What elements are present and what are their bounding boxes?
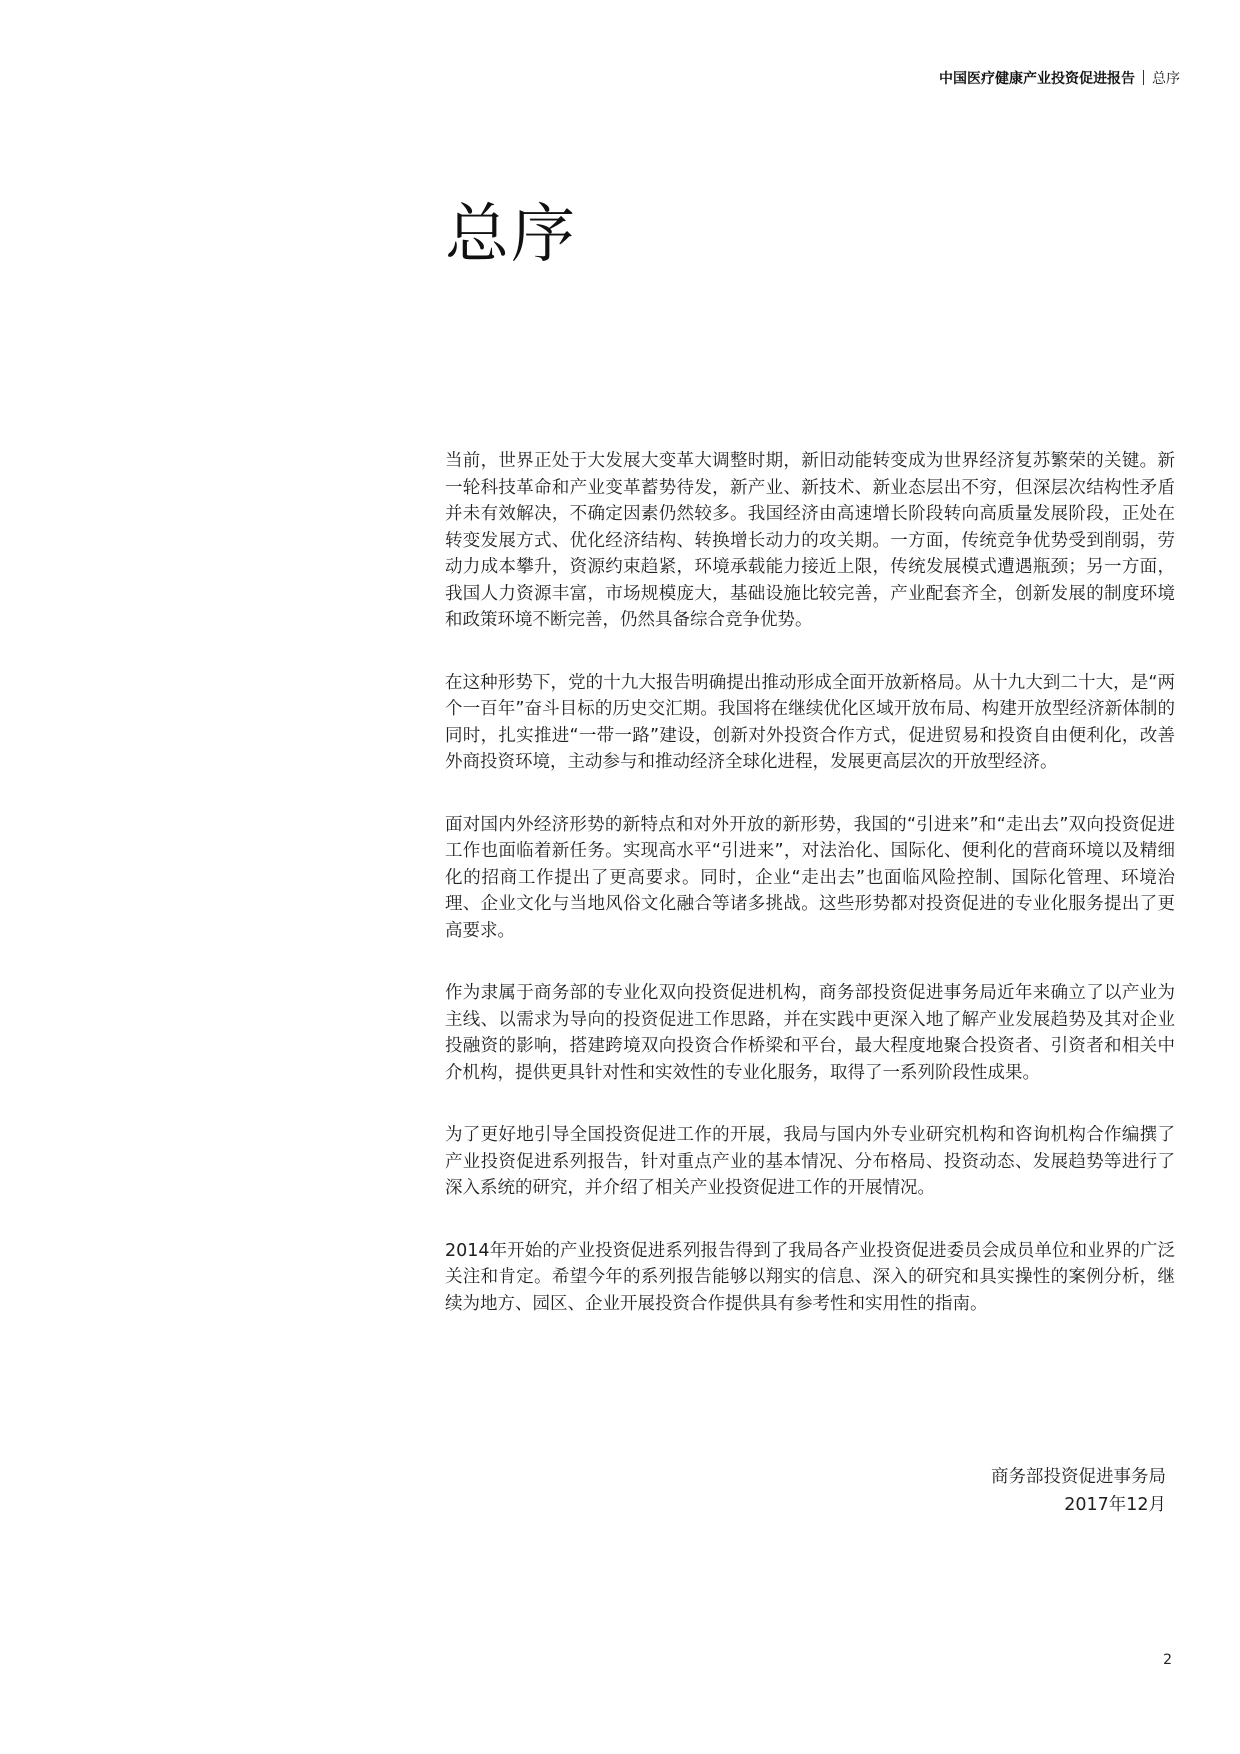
signature-block	[991, 1463, 1166, 1519]
paragraph-6: 2014年开始的产业投资促进系列报告得到了我局各产业投资促进委员会成员单位和业界的广泛关注和肯定。希望今年的系列报告能够以翔实的信息、深入的研究和具实操性的案例分析，继续为地方、园区、企业开展投资合作提供具有参考性和实用性的指南。	[445, 1240, 1175, 1314]
header-report-title: 中国医疗健康产业投资促进报告	[939, 71, 1135, 87]
paragraph-5: 为了更好地引导全国投资促进工作的开展，我局与国内外专业研究机构和咨询机构合作编撰了产业投资促进系列报告，针对重点产业的基本情况、分布格局、投资动态、发展趋势等进行了深入系统的研究，并介绍了相关产业投资促进工作的开展情况。	[445, 1125, 1175, 1198]
signature-organization: 商务部投资促进事务局	[991, 1467, 1166, 1487]
header-divider	[1143, 70, 1144, 85]
body-text	[445, 448, 1175, 1353]
paragraph-2: 在这种形势下，党的十九大报告明确提出推动形成全面开放新格局。从十九大到二十大，是“两个一百年”奋斗目标的历史交汇期。我国将在继续优化区域开放布局、构建开放型经济新体制的同时，扎实推进“一带一路”建设，创新对外投资合作方式，促进贸易和投资自由便利化，改善外商投资环境，主动参与和推动经济全球化进程，发展更高层次的开放型经济。	[445, 672, 1175, 772]
signature-date: 2017年12月	[1064, 1495, 1166, 1515]
paragraph-1: 当前，世界正处于大发展大变革大调整时期，新旧动能转变成为世界经济复苏繁荣的关键。新一轮科技革命和产业变革蓄势待发，新产业、新技术、新业态层出不穷，但深层次结构性矛盾并未有效解决，不确定因素仍然较多。我国经济由高速增长阶段转向高质量发展阶段，正处在转变发展方式、优化经济结构、转换增长动力的攻关期。一方面，传统竞争优势受到削弱，劳动力成本攀升，资源约束趋紧，环境承载能力接近上限，传统发展模式遭遇瓶颈；另一方面，我国人力资源丰富，市场规模庞大，基础设施比较完善，产业配套齐全，创新发展的制度环境和政策环境不断完善，仍然具备综合竞争优势。	[445, 451, 1175, 630]
running-header	[939, 67, 1180, 91]
paragraph-4: 作为隶属于商务部的专业化双向投资促进机构，商务部投资促进事务局近年来确立了以产业为主线、以需求为导向的投资促进工作思路，并在实践中更深入地了解产业发展趋势及其对企业投融资的影响，搭建跨境双向投资合作桥梁和平台，最大程度地聚合投资者、引资者和相关中介机构，提供更具针对性和实效性的专业化服务，取得了一系列阶段性成果。	[445, 983, 1175, 1083]
page-title: 总序	[445, 198, 577, 272]
header-section-label: 总序	[1152, 71, 1180, 87]
page-number: 2	[1163, 1652, 1172, 1668]
paragraph-3: 面对国内外经济形势的新特点和对外开放的新形势，我国的“引进来”和“走出去”双向投资促进工作也面临着新任务。实现高水平“引进来”，对法治化、国际化、便利化的营商环境以及精细化的招商工作提出了更高要求。同时，企业“走出去”也面临风险控制、国际化管理、环境治理、企业文化与当地风俗文化融合等诸多挑战。这些形势都对投资促进的专业化服务提出了更高要求。	[445, 814, 1175, 941]
